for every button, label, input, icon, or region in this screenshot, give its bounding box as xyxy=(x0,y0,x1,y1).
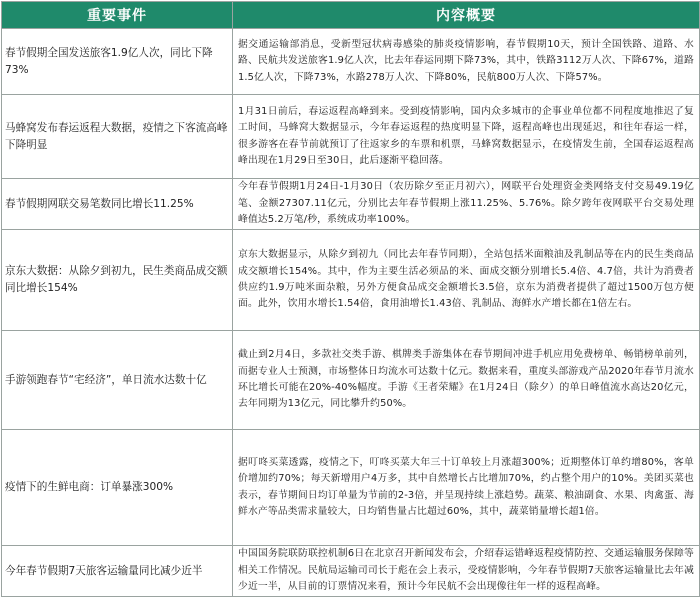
table-row xyxy=(2,179,700,230)
detail-cell: 截止到2月4日，多款社交类手游、棋牌类手游集体在春节期间冲进手机应用免费榜单、畅销榜单前列，而据专业人士预测，市场整体日均流水可达数十亿元。数据来看，重度头部游戏产品2020年春节月流水环比增长可能在20%-40%幅度。手游《王者荣耀》在1月24日（除夕）的单日峰值流水高达20亿元，去年同期为13亿元，同比攀升约50%。 xyxy=(233,331,700,430)
detail-cell: 中国国务院联防联控机制6日在北京召开新闻发布会，介绍春运错峰返程疫情防控、交通运输服务保障等相关工作情况。民航局运输司司长于彪在会上表示，受疫情影响，今年春节假期7天旅客运输量比去年减少近一半，从目前的订票情况来看，预计今年民航不会出现像往年一样的返程高峰。 xyxy=(233,546,700,597)
table-row xyxy=(2,230,700,331)
table-row xyxy=(2,430,700,546)
event-cell: 春节假期全国发送旅客1.9亿人次，同比下降73% xyxy=(2,29,233,95)
event-cell: 今年春节假期7天旅客运输量同比减少近半 xyxy=(2,546,233,597)
header-detail: 内容概要 xyxy=(233,2,700,29)
table-row xyxy=(2,331,700,430)
events-table xyxy=(1,1,700,597)
event-cell: 疫情下的生鲜电商：订单暴涨300% xyxy=(2,430,233,546)
table-row xyxy=(2,546,700,597)
header-row xyxy=(2,2,700,29)
detail-cell: 京东大数据显示，从除夕到初九（同比去年春节同期），全站包括米面粮油及乳制品等在内的民生类商品成交额增长154%。其中，作为主要生活必须品的米、面成交额分别增长5.4倍、4.7倍，共计为消费者供应约1.9万吨米面杂粮，另外方便食品成交金额增长3.5倍，京东为消费者提供了超过1500万包方便面。此外，饮用水增长1.54倍，食用油增长1.43倍、乳制品、海鲜水产增长都在1倍左右。 xyxy=(233,230,700,331)
event-cell: 京东大数据：从除夕到初九，民生类商品成交额同比增长154% xyxy=(2,230,233,331)
detail-cell: 今年春节假期1月24日-1月30日（农历除夕至正月初六），网联平台处理资金类网络支付交易49.19亿笔、金额27307.11亿元，分别比去年春节假期上涨11.25%、5.76%。除夕跨年夜网联平台交易处理峰值达5.2万笔/秒，系统成功率100%。 xyxy=(233,179,700,230)
event-cell: 马蜂窝发布春运返程大数据，疫情之下客流高峰下降明显 xyxy=(2,95,233,179)
event-cell: 手游领跑春节“宅经济”，单日流水达数十亿 xyxy=(2,331,233,430)
table-row xyxy=(2,29,700,95)
header-event: 重要事件 xyxy=(2,2,233,29)
detail-cell: 1月31日前后，春运返程高峰到来。受到疫情影响，国内众多城市的企事业单位都不同程度地推迟了复工时间，马蜂窝大数据显示，今年春运返程的热度明显下降，返程高峰也出现延迟，和往年春运一样，很多游客在春节前就预订了往返家乡的车票和机票，马蜂窝数据显示，在疫情发生前，全国春运返程高峰出现在1月29日至30日，此后逐渐平稳回落。 xyxy=(233,95,700,179)
table-row xyxy=(2,95,700,179)
detail-cell: 据交通运输部消息，受新型冠状病毒感染的肺炎疫情影响，春节假期10天，预计全国铁路、道路、水路、民航共发送旅客1.9亿人次，比去年春运同期下降73%，其中，铁路3112万人次、下降67%，道路1.5亿人次，下降73%，水路278万人次、下降80%，民航800万人次、下降57%。 xyxy=(233,29,700,95)
detail-cell: 据叮咚买菜透露，疫情之下，叮咚买菜大年三十订单较上月涨超300%；近期整体订单约增80%，客单价增加约70%；每天新增用户4万多，其中自然增长占比增加70%，约占整个用户的10%。美团买菜也表示，春节期间日均订单量为节前的2-3倍，并呈现持续上涨趋势。蔬菜、粮油副食、水果、肉禽蛋、海鲜水产等品类需求量较大，日均销售量占比超过60%，其中，蔬菜销量增长超1倍。 xyxy=(233,430,700,546)
event-cell: 春节假期网联交易笔数同比增长11.25% xyxy=(2,179,233,230)
